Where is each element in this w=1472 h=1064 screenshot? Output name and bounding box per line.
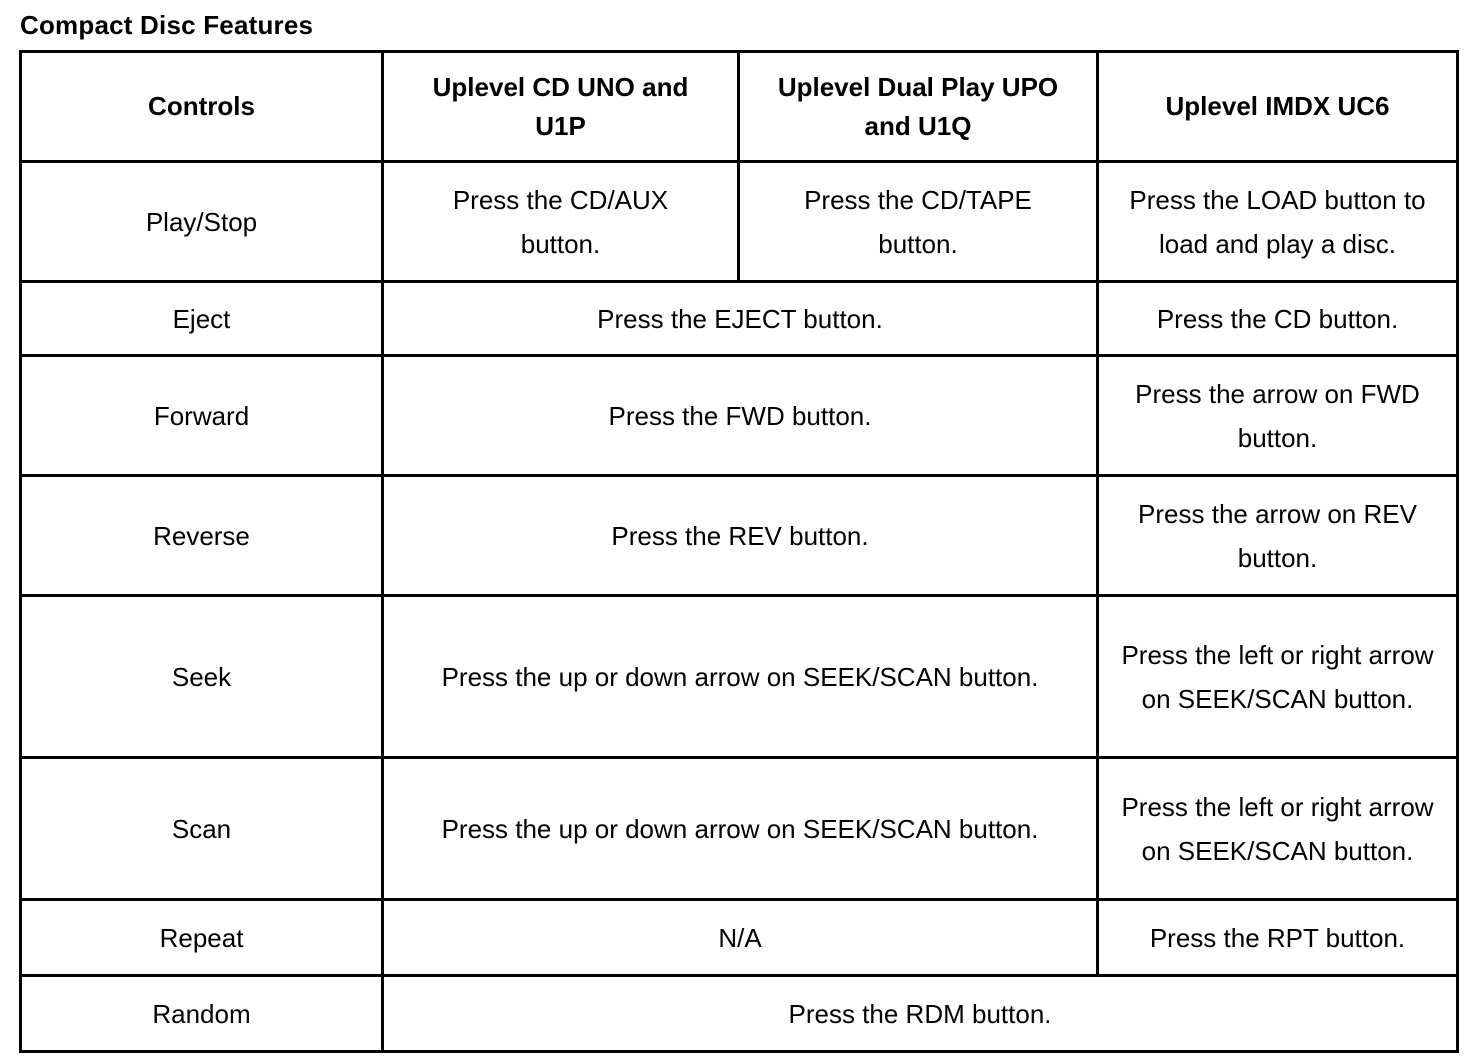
shared-cell: Press the FWD button. xyxy=(383,356,1098,476)
control-name: Random xyxy=(21,976,383,1052)
control-name: Scan xyxy=(21,758,383,900)
uc6-cell: Press the left or right arrow on SEEK/SCAN button. xyxy=(1098,758,1458,900)
table-row xyxy=(21,282,1458,356)
control-name: Reverse xyxy=(21,476,383,596)
header-controls: Controls xyxy=(21,52,383,162)
uc6-cell: Press the CD button. xyxy=(1098,282,1458,356)
table-row xyxy=(21,900,1458,976)
uno-cell: Press the CD/AUX button. xyxy=(383,162,739,282)
uc6-cell: Press the arrow on REV button. xyxy=(1098,476,1458,596)
header-uc6: Uplevel IMDX UC6 xyxy=(1098,52,1458,162)
header-uno: Uplevel CD UNO and U1P xyxy=(383,52,739,162)
header-row xyxy=(21,52,1458,162)
all-models-cell: Press the RDM button. xyxy=(383,976,1458,1052)
shared-cell: Press the REV button. xyxy=(383,476,1098,596)
control-name: Play/Stop xyxy=(21,162,383,282)
control-name: Eject xyxy=(21,282,383,356)
control-name: Seek xyxy=(21,596,383,758)
shared-cell: Press the EJECT button. xyxy=(383,282,1098,356)
shared-cell: N/A xyxy=(383,900,1098,976)
table-row xyxy=(21,976,1458,1052)
table-row xyxy=(21,476,1458,596)
table-row xyxy=(21,758,1458,900)
shared-cell: Press the up or down arrow on SEEK/SCAN button. xyxy=(383,596,1098,758)
control-name: Forward xyxy=(21,356,383,476)
uc6-cell: Press the RPT button. xyxy=(1098,900,1458,976)
page-title: Compact Disc Features xyxy=(20,10,314,40)
shared-cell: Press the up or down arrow on SEEK/SCAN button. xyxy=(383,758,1098,900)
uc6-cell: Press the LOAD button to load and play a disc. xyxy=(1098,162,1458,282)
control-name: Repeat xyxy=(21,900,383,976)
table-row xyxy=(21,356,1458,476)
features-table xyxy=(19,50,1459,1053)
header-upo: Uplevel Dual Play UPO and U1Q xyxy=(739,52,1098,162)
upo-cell: Press the CD/TAPE button. xyxy=(739,162,1098,282)
uc6-cell: Press the left or right arrow on SEEK/SCAN button. xyxy=(1098,596,1458,758)
table-row xyxy=(21,162,1458,282)
uc6-cell: Press the arrow on FWD button. xyxy=(1098,356,1458,476)
table-row xyxy=(21,596,1458,758)
